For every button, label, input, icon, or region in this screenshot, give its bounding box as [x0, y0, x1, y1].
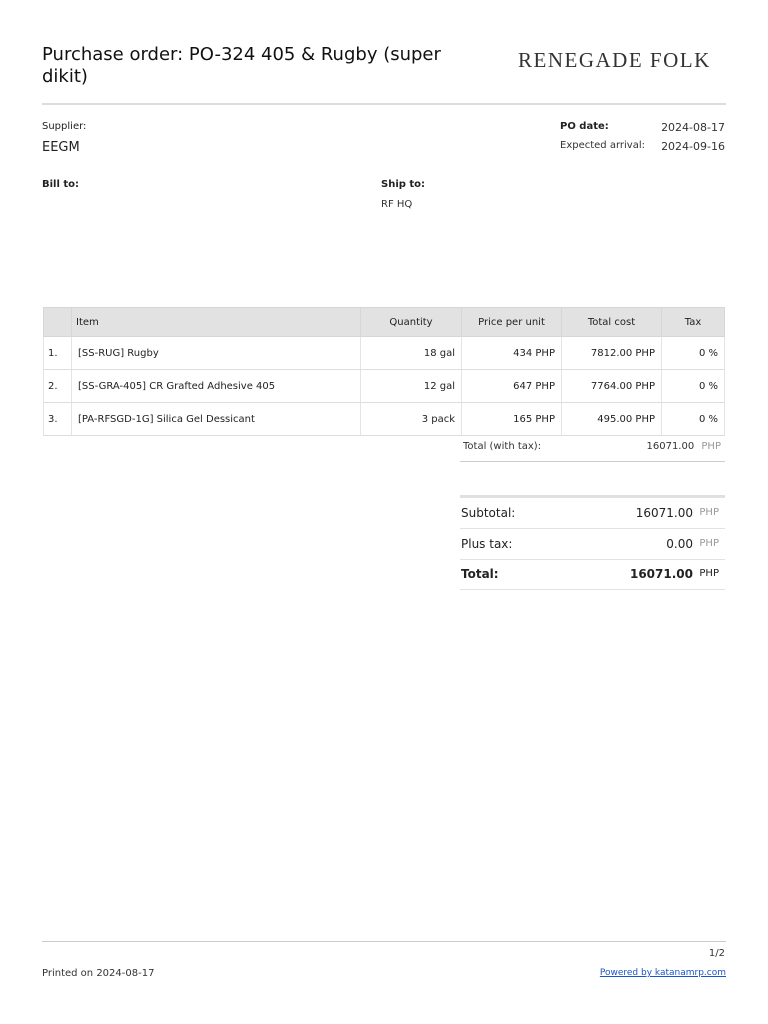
page-title: Purchase order: PO-324 405 & Rugby (super dikit)	[42, 44, 441, 87]
total-currency: PHP	[699, 568, 719, 579]
header-divider	[42, 103, 726, 105]
tax-cell: 0 %	[662, 337, 725, 370]
quantity-header: Quantity	[361, 308, 462, 337]
items-table	[43, 307, 725, 436]
total-cost-header: Total cost	[562, 308, 662, 337]
price-cell: 165 PHP	[462, 403, 562, 436]
quantity-cell: 18 gal	[361, 337, 462, 370]
total-cost-cell: 7764.00 PHP	[562, 370, 662, 403]
total-label: Total:	[461, 567, 499, 581]
brand-logo: RENEGADE FOLK	[518, 48, 711, 72]
total-with-tax-label: Total (with tax):	[463, 441, 542, 452]
tax-header: Tax	[662, 308, 725, 337]
total-with-tax-amount: 16071.00	[646, 441, 695, 452]
plus-tax-currency: PHP	[699, 538, 719, 549]
total-value: 16071.00	[629, 567, 693, 581]
po-date-label: PO date:	[560, 121, 609, 132]
ship-to-label: Ship to:	[381, 179, 426, 190]
supplier-name: EEGM	[42, 140, 80, 155]
supplier-label: Supplier:	[42, 121, 87, 132]
quantity-cell: 12 gal	[361, 370, 462, 403]
item-header: Item	[72, 308, 361, 337]
printed-date: Printed on 2024-08-17	[42, 968, 155, 979]
ship-to-value: RF HQ	[381, 199, 413, 210]
expected-arrival-value: 2024-09-16	[661, 140, 725, 153]
subtotal-row	[460, 498, 725, 529]
item-cell: [SS-RUG] Rugby	[72, 337, 361, 370]
po-date-value: 2024-08-17	[661, 121, 725, 134]
total-cost-cell: 7812.00 PHP	[562, 337, 662, 370]
plus-tax-label: Plus tax:	[461, 537, 513, 551]
price-cell: 647 PHP	[462, 370, 562, 403]
bill-to-label: Bill to:	[42, 179, 80, 190]
total-cost-cell: 495.00 PHP	[562, 403, 662, 436]
table-row	[44, 337, 725, 370]
subtotal-value: 16071.00	[635, 506, 693, 520]
plus-tax-value: 0.00	[666, 537, 693, 551]
row-number: 2.	[44, 370, 72, 403]
tax-cell: 0 %	[662, 403, 725, 436]
table-row	[44, 370, 725, 403]
table-header-row	[44, 308, 725, 337]
plus-tax-row	[460, 529, 725, 560]
footer-divider	[42, 941, 726, 942]
total-with-tax-unit: PHP	[701, 441, 721, 452]
row-number: 1.	[44, 337, 72, 370]
table-row	[44, 403, 725, 436]
item-cell: [SS-GRA-405] CR Grafted Adhesive 405	[72, 370, 361, 403]
row-number: 3.	[44, 403, 72, 436]
price-header: Price per unit	[462, 308, 562, 337]
page-number: 1/2	[708, 948, 725, 959]
total-with-tax-value	[647, 441, 722, 452]
quantity-cell: 3 pack	[361, 403, 462, 436]
total-with-tax-divider	[460, 461, 725, 462]
powered-by-link[interactable]: Powered by katanamrp.com	[599, 968, 726, 978]
total-row	[460, 559, 725, 590]
price-cell: 434 PHP	[462, 337, 562, 370]
tax-cell: 0 %	[662, 370, 725, 403]
expected-arrival-label: Expected arrival:	[560, 140, 645, 151]
subtotal-label: Subtotal:	[461, 506, 516, 520]
item-cell: [PA-RFSGD-1G] Silica Gel Dessicant	[72, 403, 361, 436]
subtotal-currency: PHP	[699, 507, 719, 518]
row-number-header	[44, 308, 72, 337]
